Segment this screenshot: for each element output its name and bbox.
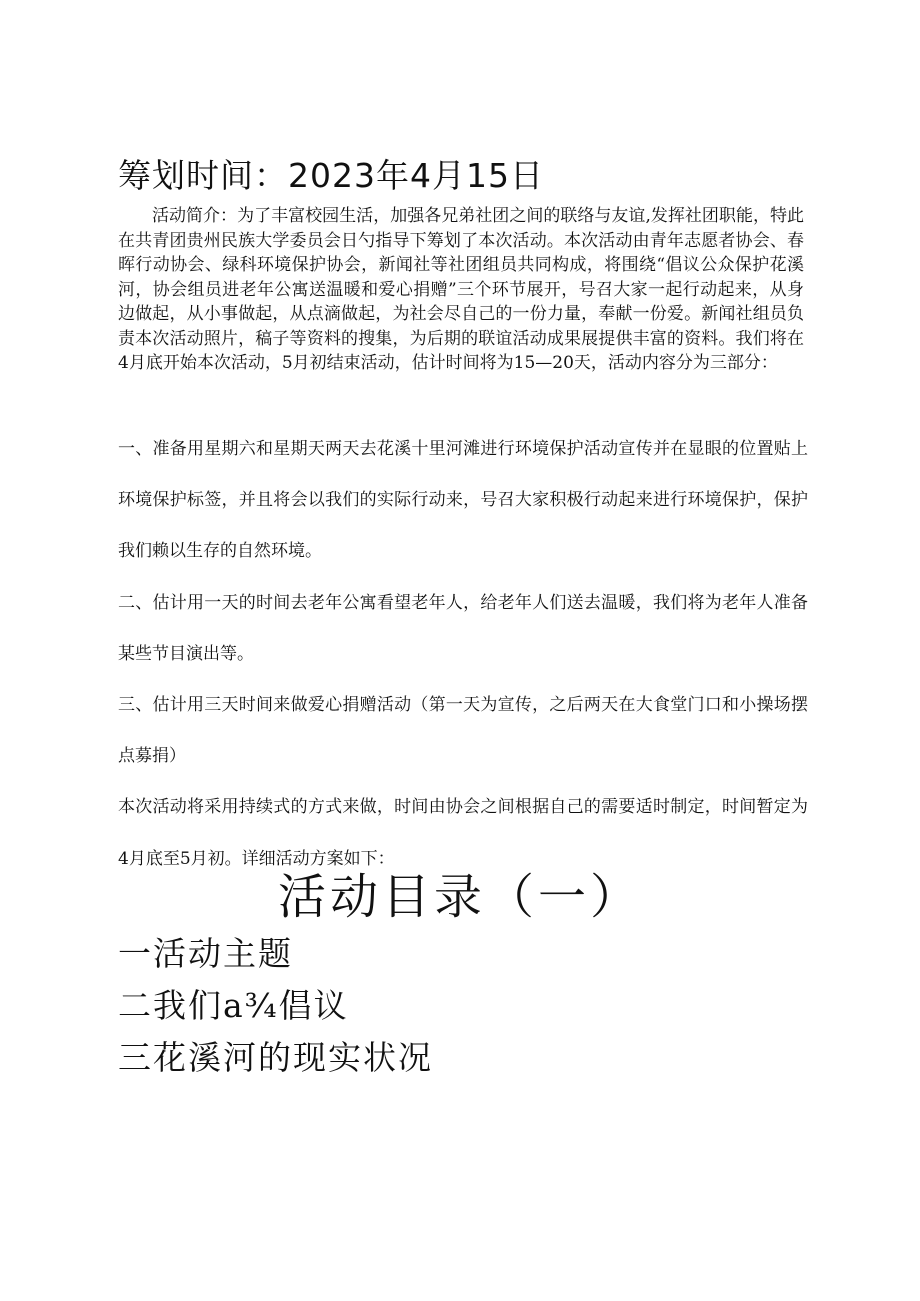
activity-intro-paragraph: 活动简介：为了丰富校园生活，加强各兄弟社团之间的联络与友谊,发挥社团职能，特此在共青团贵州民族大学委员会日勺指导下筹划了本次活动。本次活动由青年志愿者协会、春晖行动协会、绿科环境保护协会，新闻社等社团组员共同构成，将围绕“倡议公众保护花溪河，协会组员进老年公寓送温暖和爱心捐赠”三个环节展开，号召大家一起行动起来，从身边做起，从小事做起，从点滴做起，为社会尽自己的一份力量，奉献一份爱。新闻社组员负责本次活动照片，稿子等资料的搜集，为后期的联谊活动成果展提供丰富的资料。我们将在4月底开始本次活动，5月初结束活动，估计时间将为15—20天，活动内容分为三部分： xyxy=(118,206,804,373)
catalog-title: 活动目录（一） xyxy=(277,869,642,925)
catalog-item: 二我们a¾倡议 xyxy=(118,986,349,1025)
planning-date-heading: 筹划时间：2023年4月15日 xyxy=(118,156,544,195)
activity-part-three: 三、估计用三天时间来做爱心捐赠活动（第一天为宣传，之后两天在大食堂门口和小操场摆点募捐） xyxy=(118,695,808,767)
activity-part-one: 一、准备用星期六和星期天两天去花溪十里河滩进行环境保护活动宣传并在显眼的位置贴上环境保护标签，并且将会以我们的实际行动来，号召大家积极行动起来进行环境保护，保护我们赖以生存的自然环境。 xyxy=(118,439,808,562)
activity-part-two: 二、估计用一天的时间去老年公寓看望老年人，给老年人们送去温暖，我们将为老年人准备某些节目演出等。 xyxy=(118,592,808,664)
activity-content-section xyxy=(118,424,808,885)
catalog-list xyxy=(118,928,433,1084)
catalog-item: 三花溪河的现实状况 xyxy=(118,1038,433,1077)
activity-schedule-note: 本次活动将采用持续式的方式来做，时间由协会之间根据自己的需要适时制定，时间暂定为4月底至5月初。详细活动方案如下： xyxy=(118,797,808,869)
catalog-item: 一活动主题 xyxy=(118,934,293,973)
